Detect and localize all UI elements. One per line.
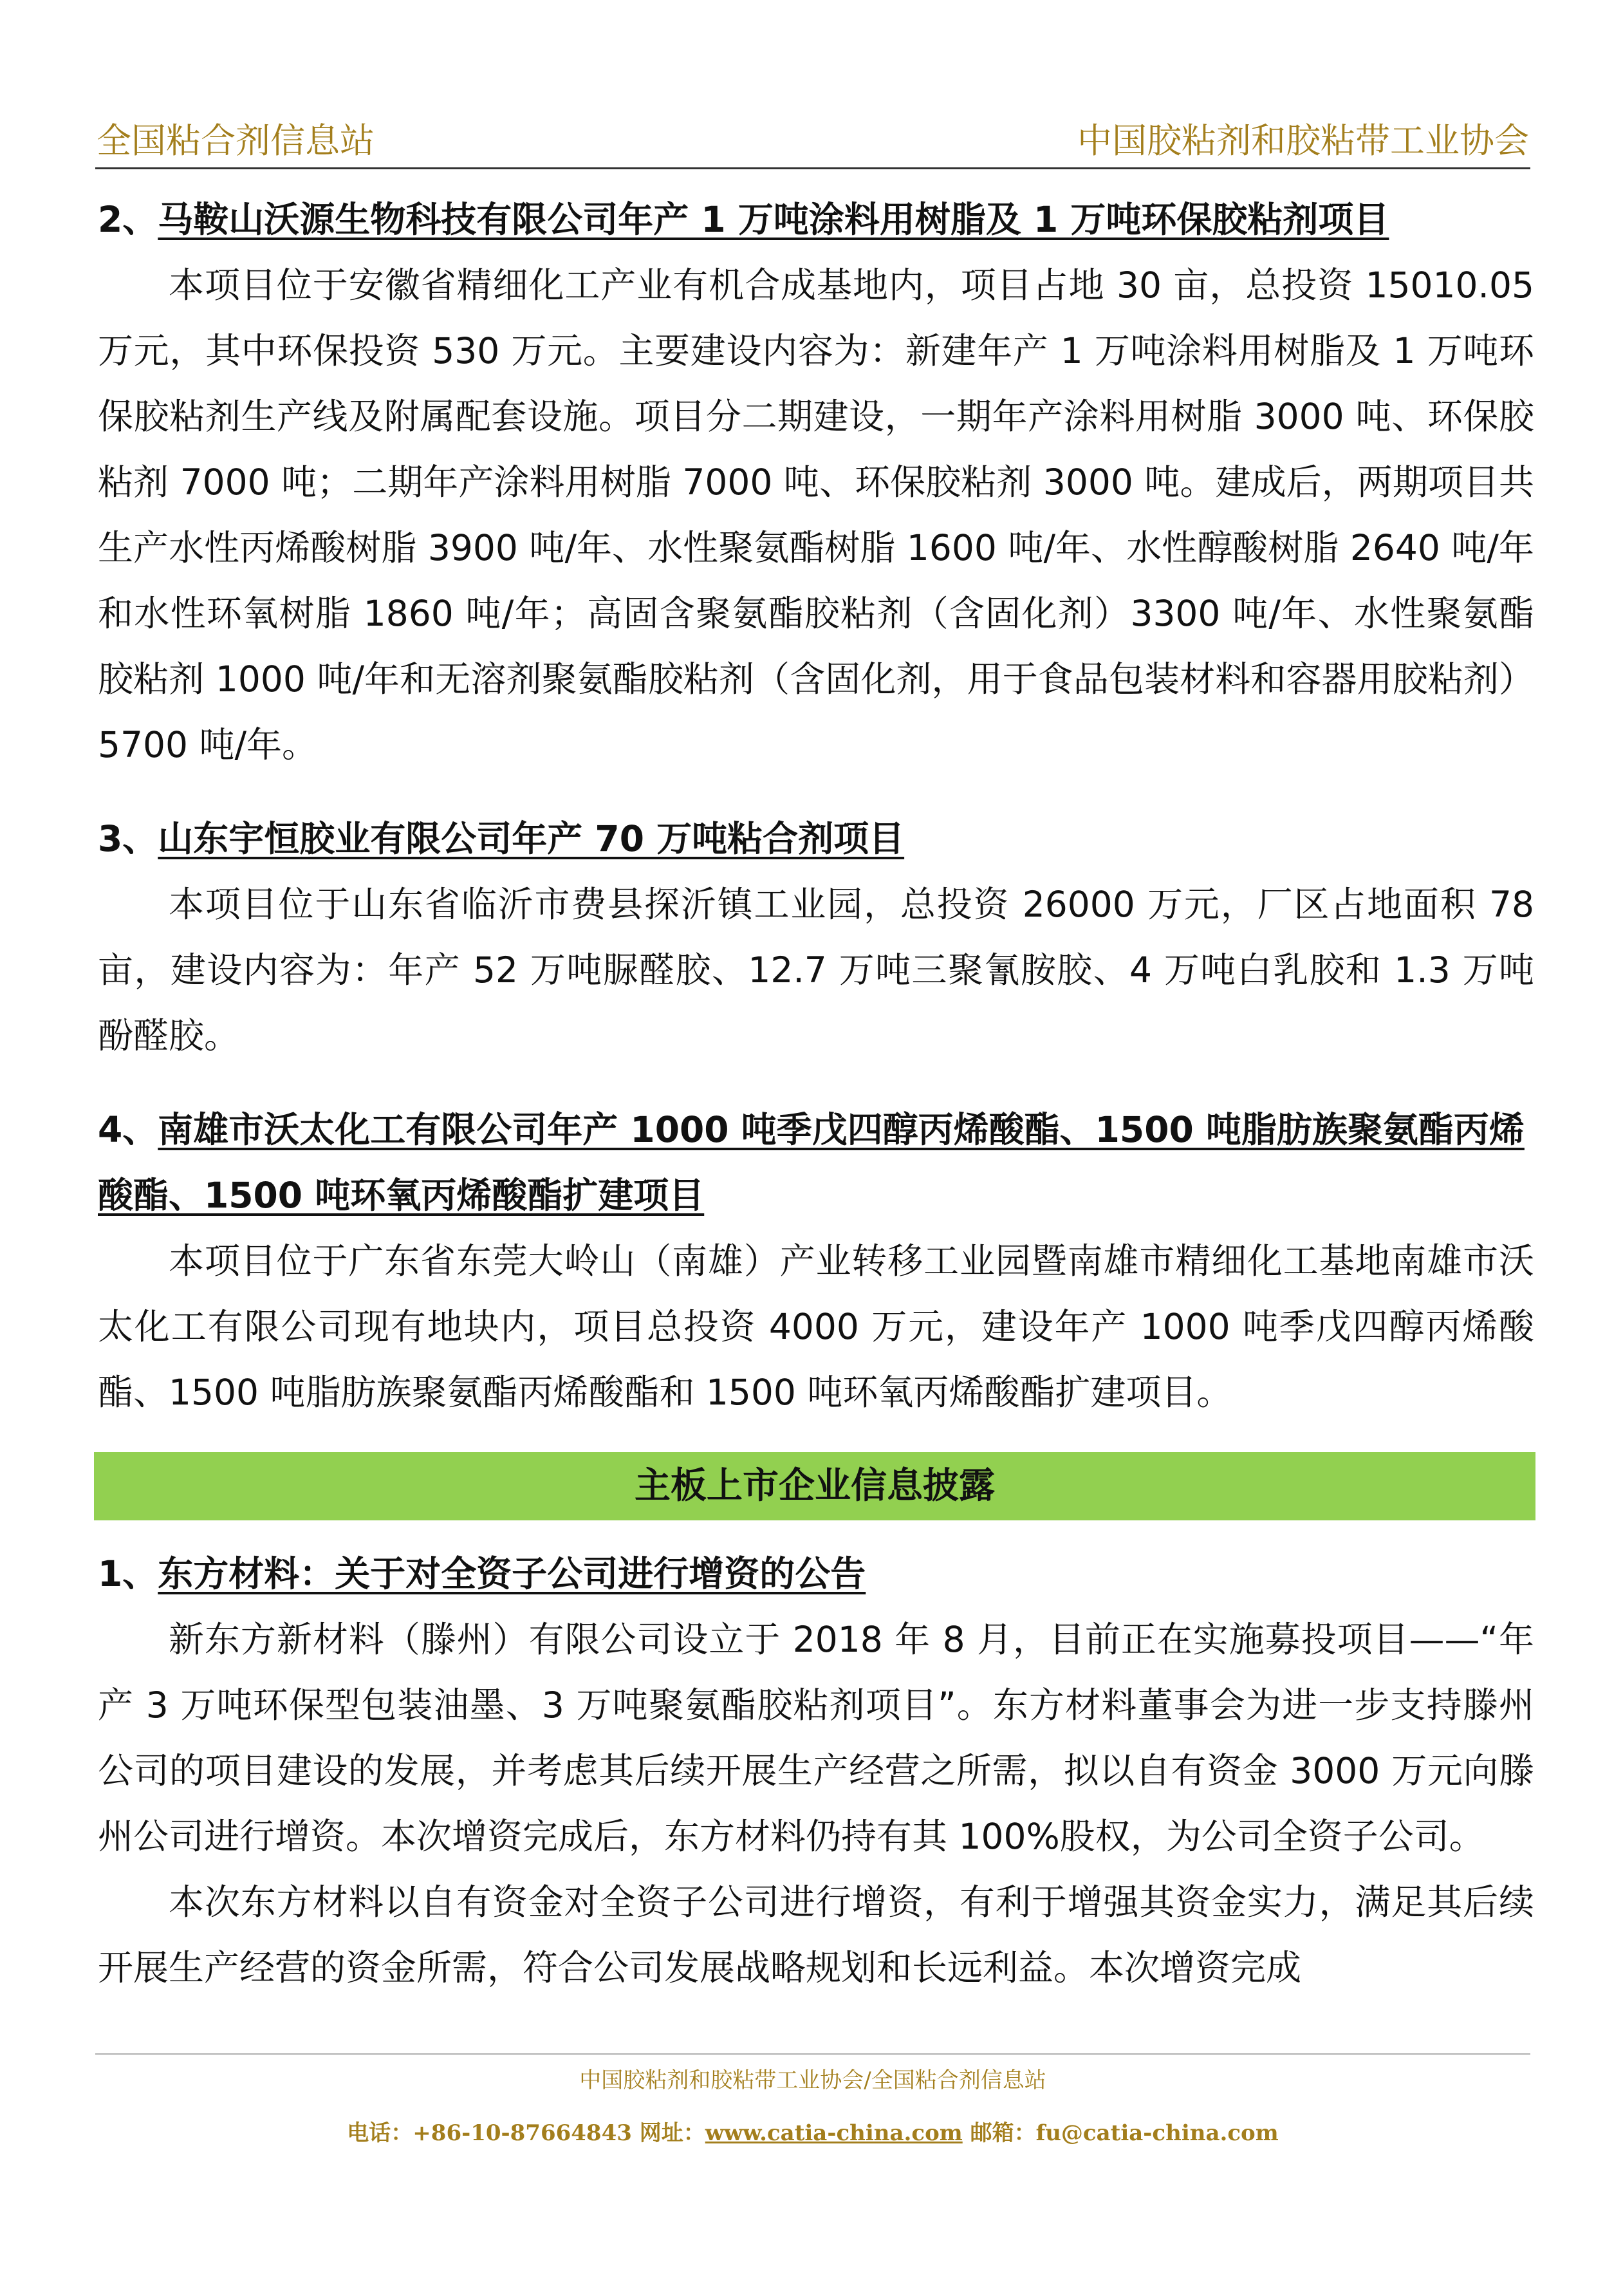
body-paragraph: 本项目位于广东省东莞大岭山（南雄）产业转移工业园暨南雄市精细化工基地南雄市沃太化工有限公司现有地块内，项目总投资 4000 万元，建设年产 1000 吨季戊四醇丙烯酸酯、1500 吨脂肪族聚氨酯丙烯酸酯和 1500 吨环氧丙烯酸酯扩建项目。: [98, 1240, 1534, 1413]
project-section: [98, 806, 1534, 1069]
footer-website-link[interactable]: www.catia-china.com: [705, 2120, 963, 2146]
section-heading: [98, 806, 1534, 872]
page-header: [95, 116, 1530, 169]
document-body: [98, 187, 1534, 2001]
section-heading: [98, 1097, 1534, 1228]
body-paragraph: 本项目位于安徽省精细化工产业有机合成基地内，项目占地 30 亩，总投资 15010.05 万元，其中环保投资 530 万元。主要建设内容为：新建年产 1 万吨涂料用树脂及 1 万吨环保胶粘剂生产线及附属配套设施。项目分二期建设，一期年产涂料用树脂 3000 吨、环保胶粘剂 7000 吨；二期年产涂料用树脂 7000 吨、环保胶粘剂 3000 吨。建成后，两期项目共生产水性丙烯酸树脂 3900 吨/年、水性聚氨酯树脂 1600 吨/年、水性醇酸树脂 2640 吨/年和水性环氧树脂 1860 吨/年；高固含聚氨酯胶粘剂（含固化剂）3300 吨/年、水性聚氨酯胶粘剂 1000 吨/年和无溶剂聚氨酯胶粘剂（含固化剂，用于食品包装材料和容器用胶粘剂）5700 吨/年。: [98, 265, 1534, 765]
footer-organization: 中国胶粘剂和胶粘带工业协会/全国粘合剂信息站: [579, 2067, 1046, 2093]
body-paragraph: 本项目位于山东省临沂市费县探沂镇工业园，总投资 26000 万元，厂区占地面积 78 亩，建设内容为：年产 52 万吨脲醛胶、12.7 万吨三聚氰胺胶、4 万吨白乳胶和 1.3 万吨酚醛胶。: [98, 884, 1534, 1056]
category-banner: 主板上市企业信息披露: [94, 1452, 1535, 1520]
footer-phone: 电话：+86-10-87664843 网址：: [347, 2120, 705, 2146]
section-title: 南雄市沃太化工有限公司年产 1000 吨季戊四醇丙烯酸酯、1500 吨脂肪族聚氨酯丙烯酸酯、1500 吨环氧丙烯酸酯扩建项目: [98, 1109, 1525, 1216]
section-title: 山东宇恒胶业有限公司年产 70 万吨粘合剂项目: [158, 818, 905, 859]
footer-email: 邮箱：fu@catia-china.com: [962, 2120, 1279, 2146]
project-section: [98, 187, 1534, 778]
section-title: 东方材料：关于对全资子公司进行增资的公告: [158, 1553, 866, 1594]
section-title: 马鞍山沃源生物科技有限公司年产 1 万吨涂料用树脂及 1 万吨环保胶粘剂项目: [158, 199, 1389, 240]
section-heading: [98, 1541, 1534, 1607]
disclosure-section: [98, 1541, 1534, 2001]
section-number: 1、: [98, 1553, 158, 1594]
section-number: 4、: [98, 1109, 158, 1150]
section-number: 2、: [98, 199, 158, 240]
footer-contact: [95, 2116, 1530, 2150]
header-site-name: 全国粘合剂信息站: [97, 120, 375, 161]
section-heading: [98, 187, 1534, 252]
section-number: 3、: [98, 818, 158, 859]
body-paragraph: 新东方新材料（滕州）有限公司设立于 2018 年 8 月，目前正在实施募投项目——“年产 3 万吨环保型包装油墨、3 万吨聚氨酯胶粘剂项目”。东方材料董事会为进一步支持滕州公司的项目建设的发展，并考虑其后续开展生产经营之所需，拟以自有资金 3000 万元向滕州公司进行增资。本次增资完成后，东方材料仍持有其 100%股权，为公司全资子公司。: [98, 1619, 1534, 1857]
page-footer: [95, 2053, 1530, 2150]
body-paragraph: 本次东方材料以自有资金对全资子公司进行增资，有利于增强其资金实力，满足其后续开展生产经营的资金所需，符合公司发展战略规划和长远利益。本次增资完成: [98, 1881, 1534, 1988]
header-association-name: 中国胶粘剂和胶粘带工业协会: [1077, 120, 1529, 161]
project-section: [98, 1097, 1534, 1425]
